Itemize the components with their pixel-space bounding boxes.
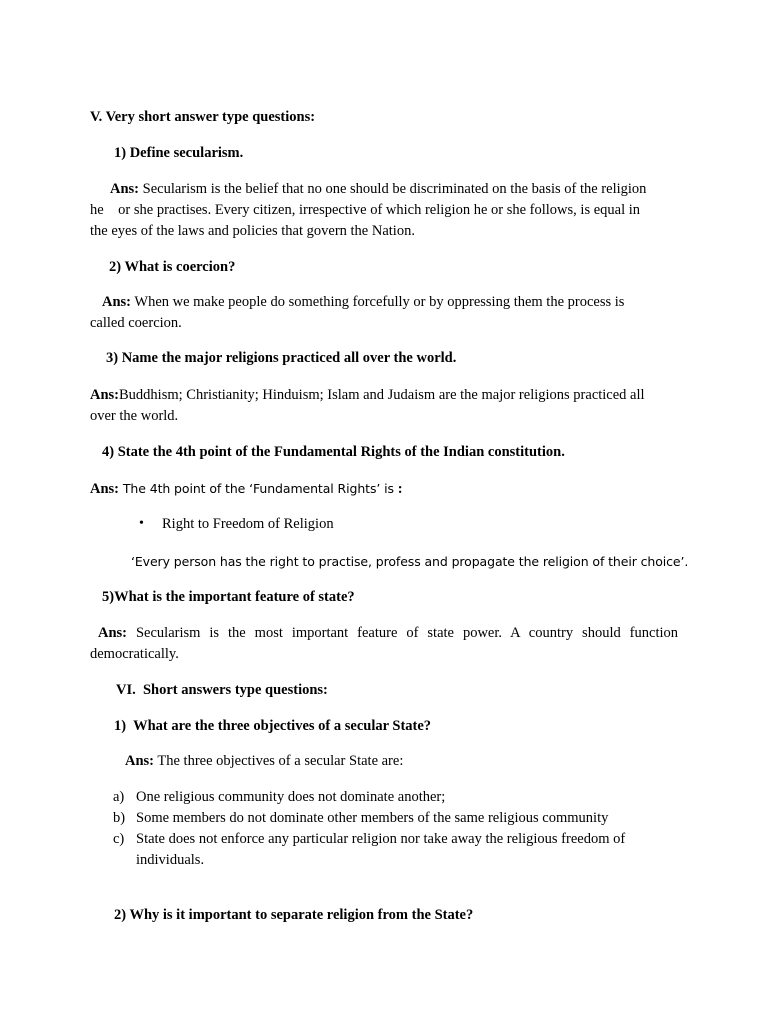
answer-text: Buddhism; Christianity; Hinduism; Islam and Judaism are the major religions practiced all bbox=[119, 387, 645, 403]
question-2: 2) What is coercion? bbox=[109, 259, 236, 275]
answer-1-line-1 bbox=[110, 179, 646, 200]
list-item-b: Some members do not dominate other members of the same religious community bbox=[136, 810, 609, 826]
list-marker-b: b) bbox=[113, 810, 126, 826]
answer-text: The three objectives of a secular State are: bbox=[154, 753, 404, 769]
answer-text: When we make people do something forcefully or by oppressing them the process is bbox=[131, 294, 625, 310]
answer-3-line-2: over the world. bbox=[90, 408, 179, 424]
answer-2-line-2: called coercion. bbox=[90, 315, 182, 331]
answer-1-line-2: he or she practises. Every citizen, irrespective of which religion he or she follows, is equal in bbox=[90, 202, 641, 218]
quote-text: ‘Every person has the right to practise, profess and propagate the religion of their choice’. bbox=[131, 554, 689, 569]
question-4: 4) State the 4th point of the Fundamental Rights of the Indian constitution. bbox=[102, 444, 565, 460]
vi-question-2: 2) Why is it important to separate religion from the State? bbox=[114, 907, 474, 923]
answer-2-line-1 bbox=[102, 292, 624, 313]
section-vi-heading: VI. Short answers type questions: bbox=[116, 682, 328, 698]
answer-label: Ans: bbox=[90, 481, 120, 497]
bullet-item: Right to Freedom of Religion bbox=[162, 516, 334, 532]
answer-5-line-1 bbox=[98, 623, 678, 644]
answer-3-line-1 bbox=[90, 385, 645, 406]
answer-1-line-3: the eyes of the laws and policies that govern the Nation. bbox=[90, 223, 415, 239]
list-item-a: One religious community does not dominate another; bbox=[136, 789, 446, 805]
question-5: 5)What is the important feature of state? bbox=[102, 589, 355, 605]
question-1: 1) Define secularism. bbox=[114, 145, 244, 161]
answer-text: Secularism is the most important feature of state power. A country should function bbox=[135, 625, 678, 641]
vi-question-1: 1) What are the three objectives of a secular State? bbox=[114, 718, 432, 734]
answer-text: The 4th point of the ‘Fundamental Rights’ is bbox=[119, 481, 398, 496]
list-item-c-continued: individuals. bbox=[136, 852, 205, 868]
question-3: 3) Name the major religions practiced all over the world. bbox=[106, 350, 457, 366]
answer-label: Ans: bbox=[98, 625, 128, 641]
answer-label: Ans: bbox=[110, 181, 140, 197]
bullet-icon: • bbox=[139, 516, 144, 531]
answer-4-line-1 bbox=[90, 478, 403, 500]
section-v-heading: V. Very short answer type questions: bbox=[90, 109, 316, 125]
vi-answer-1-line-1 bbox=[125, 751, 403, 772]
list-marker-a: a) bbox=[113, 789, 125, 805]
answer-colon: : bbox=[397, 481, 403, 497]
answer-label: Ans: bbox=[125, 753, 155, 769]
answer-5-line-2: democratically. bbox=[90, 646, 179, 662]
answer-label: Ans: bbox=[90, 387, 120, 403]
list-item-c: State does not enforce any particular religion nor take away the religious freedom of bbox=[136, 831, 626, 847]
list-marker-c: c) bbox=[113, 831, 125, 847]
answer-label: Ans: bbox=[102, 294, 132, 310]
answer-text: Secularism is the belief that no one should be discriminated on the basis of the religion bbox=[139, 181, 647, 197]
